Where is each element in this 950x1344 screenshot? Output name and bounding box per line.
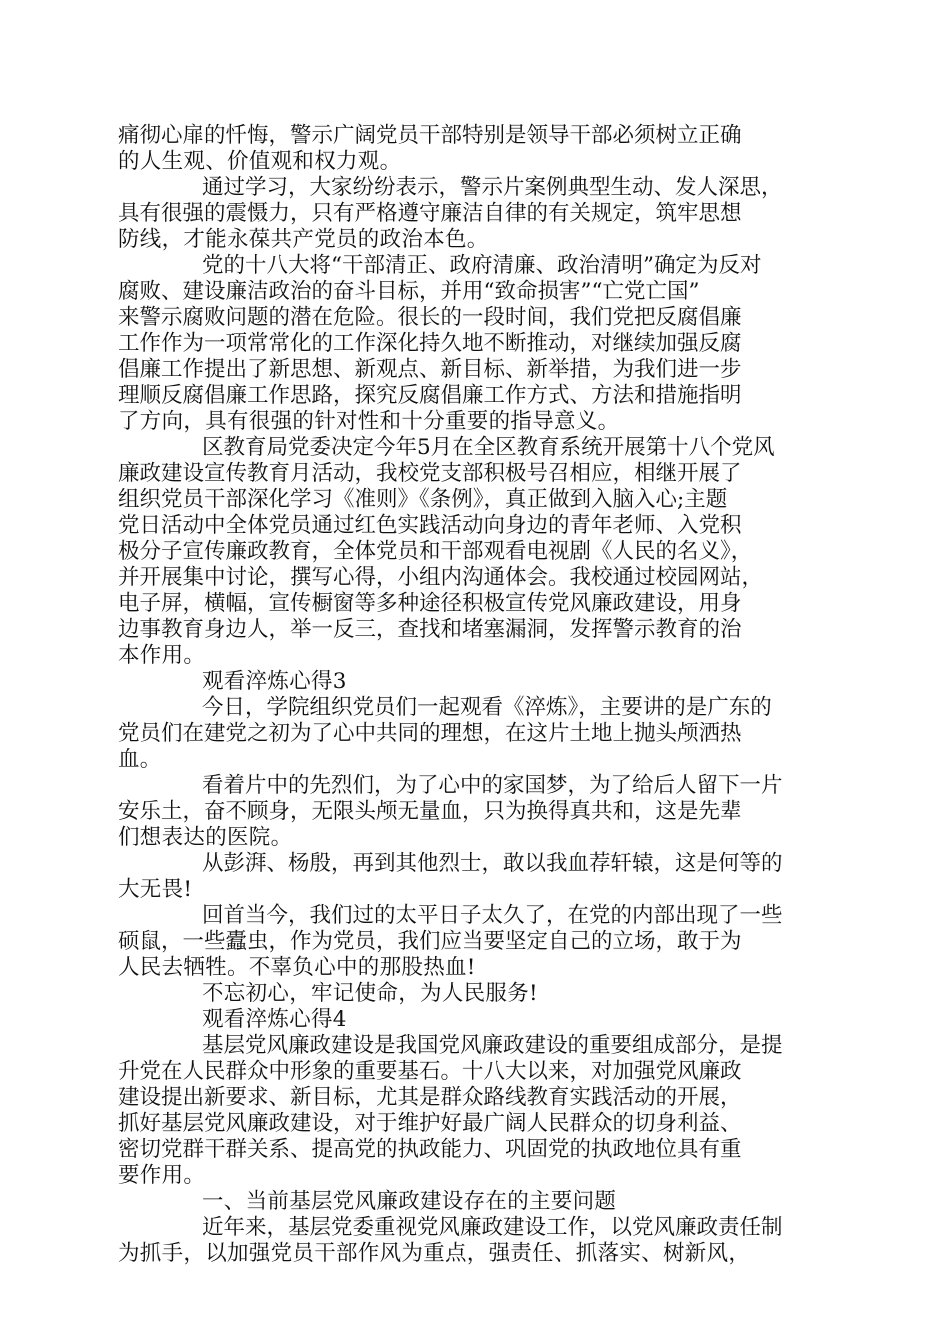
text-line: 组织党员干部深化学习《准则》《条例》，真正做到入脑入心;主题 [118,487,728,512]
text-line: 大无畏! [118,877,193,902]
text-line: 今日，学院组织党员们一起观看《淬炼》，主要讲的是广东的 [202,695,772,720]
paragraph [118,175,818,253]
text-line: 抓好基层党风廉政建设，对于维护好最广阔人民群众的切身利益、 [118,1111,742,1136]
text-line: 要作用。 [118,1163,206,1188]
text-line: 为抓手，以加强党员干部作风为重点，强责任、抓落实、树新风， [118,1241,751,1266]
text-line: 工作作为一项常常化的工作深化持久地不断推动，对继续加强反腐 [118,331,742,356]
text-line: 了方向，具有很强的针对性和十分重要的指导意义。 [118,409,620,434]
paragraph [118,695,818,773]
text-line: 党员们在建党之初为了心中共同的理想，在这片土地上抛头颅洒热 [118,721,742,746]
text-line: 党日活动中全体党员通过红色实践活动向身边的青年老师、入党积 [118,513,742,538]
paragraph [118,123,818,175]
text-line: 边事教育身边人，举一反三，查找和堵塞漏洞，发挥警示教育的治 [118,617,742,642]
paragraph [118,903,818,981]
paragraph [118,773,818,851]
text-line: 区教育局党委决定今年5月在全区教育系统开展第十八个党风 [202,435,775,460]
text-line: 电子屏，横幅，宣传橱窗等多种途径积极宣传党风廉政建设，用身 [118,591,742,616]
text-line: 本作用。 [118,643,206,668]
text-line: 防线，才能永葆共产党员的政治本色。 [118,227,489,252]
paragraph [118,253,818,435]
text-line: 近年来，基层党委重视党风廉政建设工作，以党风廉政责任制 [202,1215,783,1240]
text-line: 腐败、建设廉洁政治的奋斗目标，并用“致命损害”“亡党亡国” [118,279,700,304]
text-line: 从彭湃、杨殷，再到其他烈士，敢以我血荐轩辕，这是何等的 [202,851,783,876]
text-line: 的人生观、价值观和权力观。 [118,149,402,174]
text-line: 密切党群干群关系、提高党的执政能力、巩固党的执政地位具有重 [118,1137,742,1162]
text-line: 具有很强的震慑力，只有严格遵守廉洁自律的有关规定，筑牢思想 [118,201,742,226]
paragraph [118,435,818,669]
text-line: 理顺反腐倡廉工作思路，探究反腐倡廉工作方式、方法和措施指明 [118,383,742,408]
text-line: 看着片中的先烈们，为了心中的家国梦，为了给后人留下一片 [202,773,783,798]
text-line: 安乐土，奋不顾身，无限头颅无量血，只为换得真共和，这是先辈 [118,799,742,824]
text-line: 来警示腐败问题的潜在危险。很长的一段时间，我们党把反腐倡廉 [118,305,742,330]
text-line: 回首当今，我们过的太平日子太久了，在党的内部出现了一些 [202,903,783,928]
text-line: 观看淬炼心得3 [202,669,347,694]
text-line: 并开展集中讨论，撰写心得，小组内沟通体会。我校通过校园网站， [118,565,764,590]
text-line: 倡廉工作提出了新思想、新观点、新目标、新举措，为我们进一步 [118,357,742,382]
text-line: 一、当前基层党风廉政建设存在的主要问题 [202,1189,617,1214]
text-line: 建设提出新要求、新目标，尤其是群众路线教育实践活动的开展， [118,1085,742,1110]
paragraph [118,1215,818,1267]
text-line: 们想表达的医院。 [118,825,293,850]
text-line: 血。 [118,747,162,772]
text-line: 极分子宣传廉政教育，全体党员和干部观看电视剧《人民的名义》， [118,539,753,564]
text-line: 观看淬炼心得4 [202,1007,347,1032]
paragraph [118,1189,818,1215]
text-line: 不忘初心，牢记使命，为人民服务! [202,981,538,1006]
text-line: 硕鼠，一些蠹虫，作为党员，我们应当要坚定自己的立场，敢于为 [118,929,742,954]
text-line: 痛彻心扉的忏悔，警示广阔党员干部特别是领导干部必须树立正确 [118,123,742,148]
text-line: 基层党风廉政建设是我国党风廉政建设的重要组成部分，是提 [202,1033,783,1058]
paragraph [118,1033,818,1189]
text-line: 廉政建设宣传教育月活动，我校党支部积极号召相应，相继开展了 [118,461,742,486]
paragraph [118,1007,818,1033]
text-line: 升党在人民群众中形象的重要基石。十八大以来，对加强党风廉政 [118,1059,742,1084]
text-line: 党的十八大将“干部清正、政府清廉、政治清明”确定为反对 [202,253,762,278]
text-line: 通过学习，大家纷纷表示，警示片案例典型生动、发人深思， [202,175,783,200]
text-line: 人民去牺牲。不辜负心中的那股热血! [118,955,476,980]
paragraph [118,669,818,695]
paragraph [118,851,818,903]
document-body [118,123,818,1267]
paragraph [118,981,818,1007]
